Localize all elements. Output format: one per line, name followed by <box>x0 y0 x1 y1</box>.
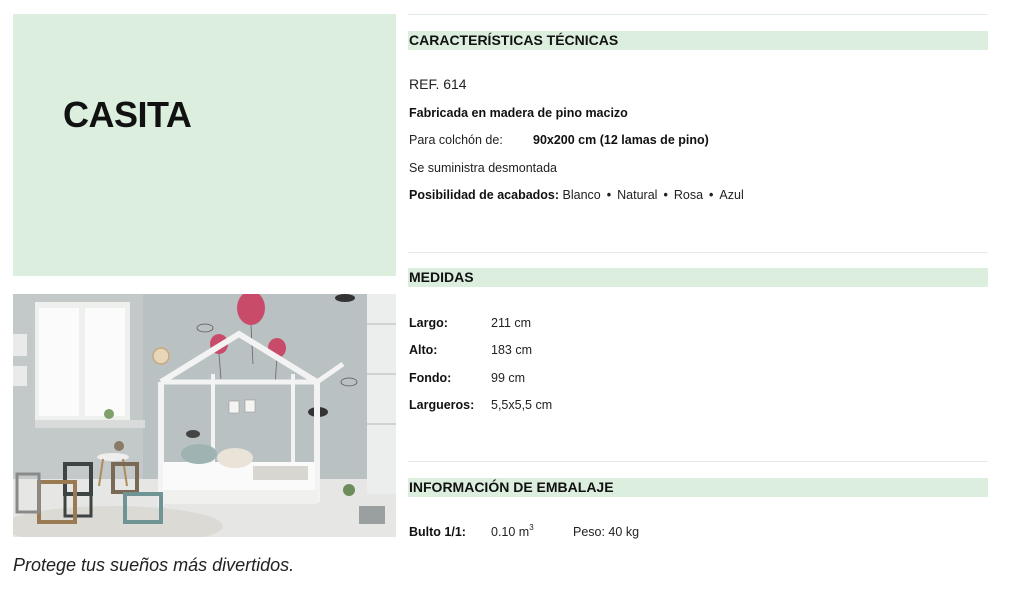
reference-code: REF. 614 <box>409 76 467 92</box>
section-title: CARACTERÍSTICAS TÉCNICAS <box>409 32 619 48</box>
supply-text: Se suministra desmontada <box>409 161 557 175</box>
finishes-label: Posibilidad de acabados: <box>409 188 560 202</box>
mattress-value: 90x200 cm (12 lamas de pino) <box>533 133 709 147</box>
section-rule <box>408 252 988 253</box>
section-header-medidas <box>408 268 988 287</box>
volume-value: 0.10 m <box>491 525 530 539</box>
measure-label: Fondo: <box>409 371 452 385</box>
package-volume <box>491 525 534 539</box>
section-header-embalaje <box>408 478 988 497</box>
finish-option: Natural <box>617 188 658 202</box>
product-title: CASITA <box>63 94 192 135</box>
measure-label: Largo: <box>409 316 448 330</box>
section-title: INFORMACIÓN DE EMBALAJE <box>409 479 614 495</box>
bullet: • <box>663 188 668 202</box>
package-label: Bulto 1/1: <box>409 525 466 539</box>
measure-value: 5,5x5,5 cm <box>491 398 553 412</box>
finish-option: Azul <box>719 188 744 202</box>
material-text: Fabricada en madera de pino macizo <box>409 106 628 120</box>
photo-caption: Protege tus sueños más divertidos. <box>13 555 295 575</box>
volume-exponent: 3 <box>529 523 534 532</box>
section-rule <box>408 461 988 462</box>
section-rule <box>408 14 988 15</box>
measure-value: 183 cm <box>491 343 532 357</box>
measure-label: Largueros: <box>409 398 475 412</box>
measure-value: 211 cm <box>491 316 532 330</box>
product-photo <box>13 294 396 537</box>
finish-option: Rosa <box>673 188 704 202</box>
package-weight: Peso: 40 kg <box>573 525 640 539</box>
bullet: • <box>606 188 612 202</box>
finishes-line <box>409 188 744 202</box>
mattress-label: Para colchón de: <box>409 133 503 147</box>
title-box <box>13 14 396 276</box>
section-title: MEDIDAS <box>409 269 474 285</box>
finish-option: Blanco <box>562 188 601 202</box>
measure-value: 99 cm <box>491 371 526 385</box>
bullet: • <box>709 188 714 202</box>
measure-label: Alto: <box>409 343 438 357</box>
section-header-tecnicas <box>408 31 988 50</box>
